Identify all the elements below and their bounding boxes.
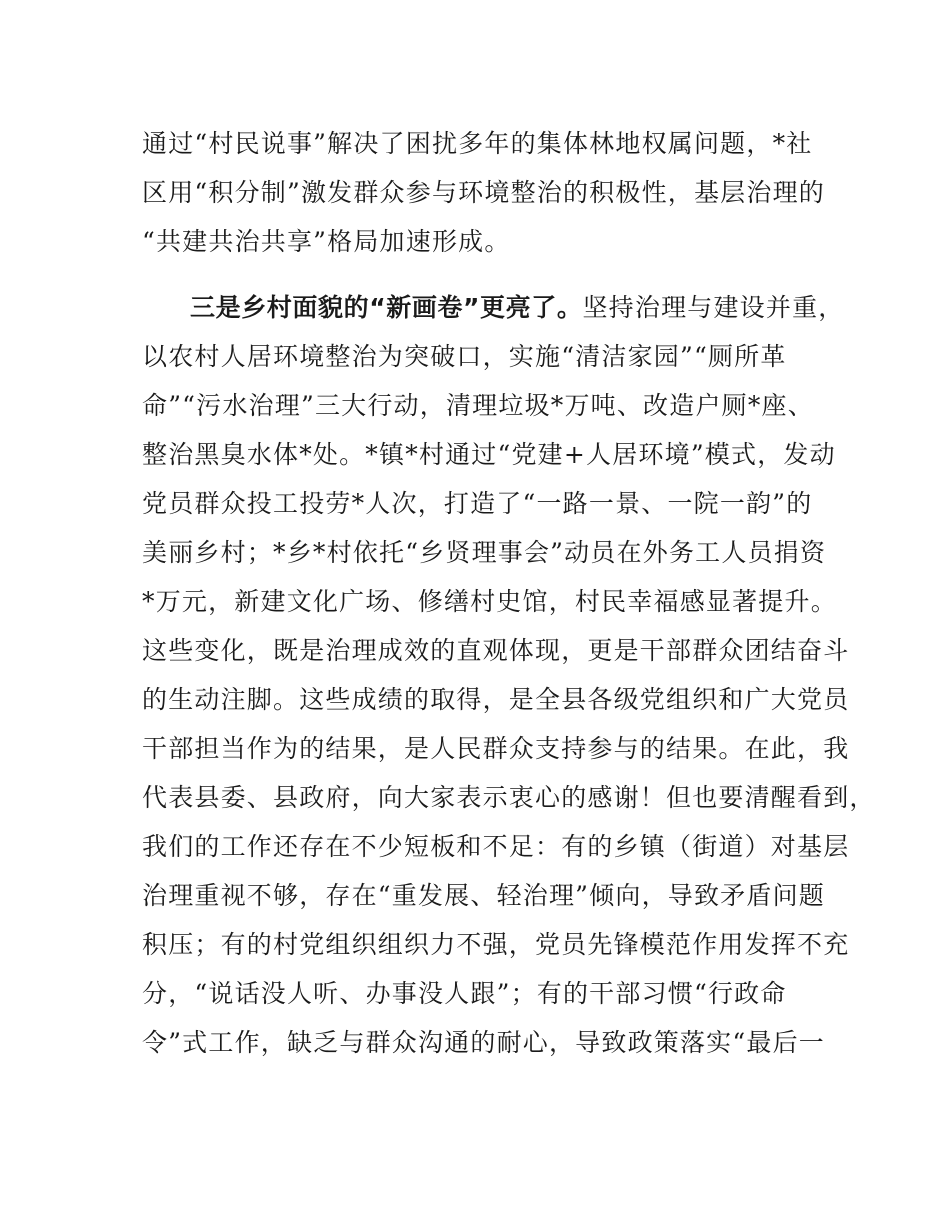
paragraph-2-line-5: 党员群众投工投劳*人次，打造了“一路一景、一院一韵”的 [142, 489, 813, 518]
paragraph-2-line-3: 命”“污水治理”三大行动，清理垃圾*万吨、改造户厕*座、 [142, 391, 814, 420]
paragraph-2-line-2: 以农村人居环境整治为突破口，实施“清洁家园”“厕所革 [142, 342, 787, 371]
paragraph-2-first-line-text: 坚持治理与建设并重， [582, 293, 845, 322]
paragraph-2-first-line [190, 292, 844, 324]
paragraph-1-line-2: 区用“积分制”激发群众参与环境整治的积极性，基层治理的 [142, 178, 825, 207]
paragraph-2-line-10: 干部担当作为的结果，是人民群众支持参与的结果。在此，我 [142, 734, 850, 763]
paragraph-2-line-13: 治理重视不够，存在“重发展、轻治理”倾向，导致矛盾问题 [142, 881, 825, 910]
paragraph-2-heading: 三是乡村面貌的“新画卷”更亮了。 [190, 293, 583, 322]
paragraph-2-line-9: 的生动注脚。这些成绩的取得，是全县各级党组织和广大党员 [142, 685, 850, 714]
paragraph-2-line-4: 整治黑臭水体*处。*镇*村通过“党建+人居环境”模式，发动 [142, 440, 836, 469]
paragraph-1-line-3: “共建共治共享”格局加速形成。 [142, 227, 511, 256]
paragraph-2-line-7: *万元，新建文化广场、修缮村史馆，村民幸福感显著提升。 [142, 587, 837, 616]
paragraph-2-line-11: 代表县委、县政府，向大家表示衷心的感谢！但也要清醒看到， [142, 783, 876, 812]
paragraph-2-line-16: 令”式工作，缺乏与群众沟通的耐心，导致政策落实“最后一 [142, 1028, 825, 1057]
paragraph-1-line-1: 通过“村民说事”解决了困扰多年的集体林地权属问题，*社 [142, 129, 813, 158]
paragraph-2-line-15: 分，“说话没人听、办事没人跟”；有的干部习惯“行政命 [142, 979, 787, 1008]
paragraph-2-line-8: 这些变化，既是治理成效的直观体现，更是干部群众团结奋斗 [142, 636, 850, 665]
paragraph-2-line-12: 我们的工作还存在不少短板和不足：有的乡镇（街道）对基层 [142, 832, 850, 861]
paragraph-2-line-14: 积压；有的村党组织组织力不强，党员先锋模范作用发挥不充 [142, 930, 850, 959]
paragraph-2-line-6: 美丽乡村；*乡*村依托“乡贤理事会”动员在外务工人员捐资 [142, 538, 827, 567]
